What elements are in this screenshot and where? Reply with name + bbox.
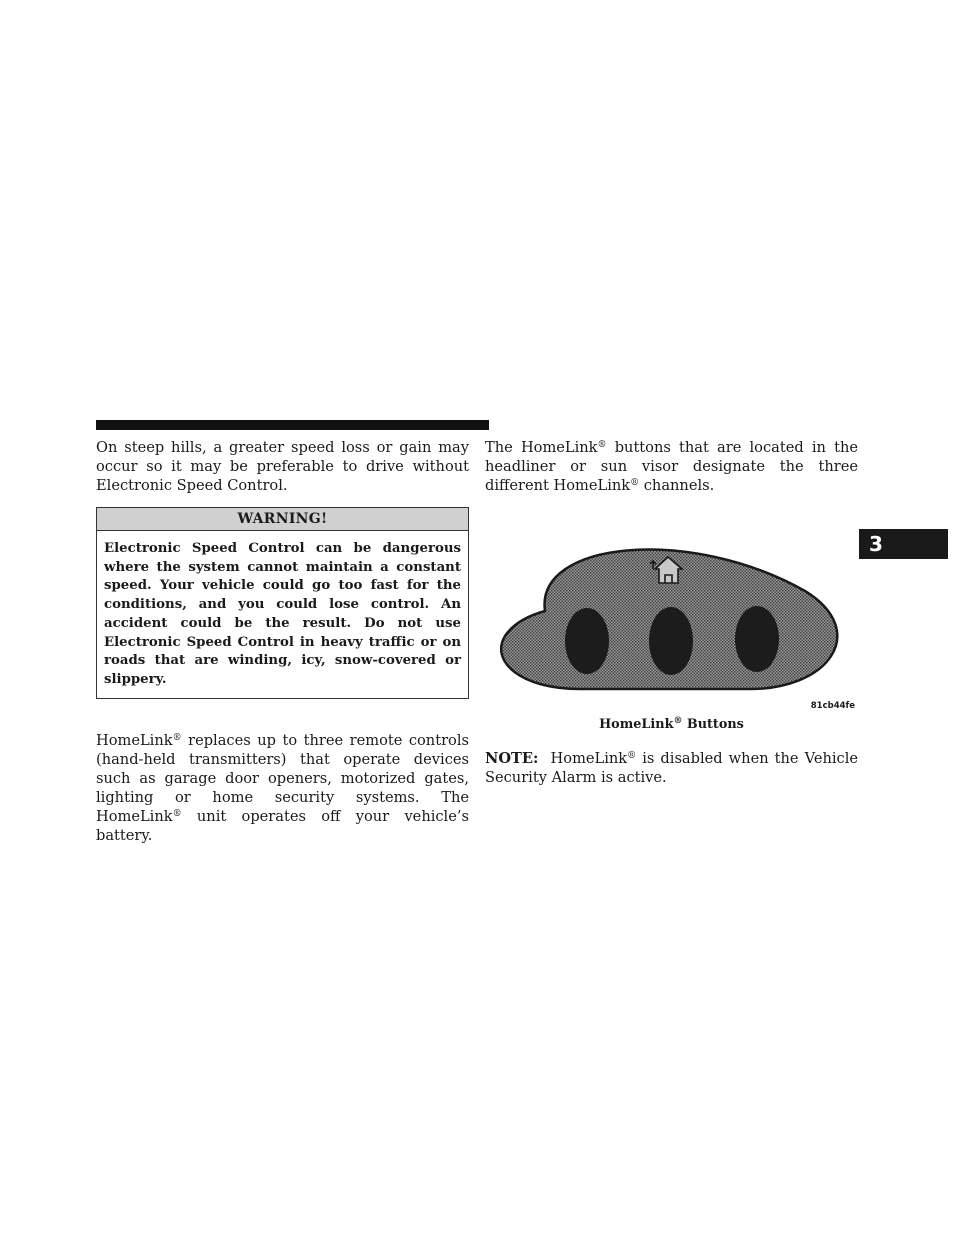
chapter-tab (859, 529, 948, 559)
homelink-button-3 (735, 606, 779, 672)
section-top-rule (96, 420, 489, 430)
homelink-button-1 (565, 608, 609, 674)
homelink-buttons-illustration (485, 521, 858, 701)
homelink-buttons-figure (485, 521, 858, 749)
caption-text: Buttons (682, 717, 744, 732)
paragraph-homelink-intro (96, 731, 469, 845)
text-run: is disabled when the Vehicle Security Alarm is active. (485, 750, 858, 786)
warning-text: Electronic Speed Control can be dangerous where the system cannot maintain a constant speed. Your vehicle could go too fast for the conditions, and you could lose control. An accident could be the result. Do not use Electronic Speed Control in heavy traffic or on roads that are winding, icy, snow-covered or slippery. (104, 541, 461, 687)
warning-box (96, 507, 469, 699)
note-paragraph (485, 749, 858, 787)
homelink-button-2 (649, 607, 693, 675)
chapter-number: 3 (869, 532, 883, 556)
text-run: buttons that are located in the headliner or sun visor designate the three different HomeLink (485, 439, 858, 494)
registered-mark: ® (172, 732, 182, 743)
registered-mark: ® (597, 440, 607, 450)
text-run: HomeLink (538, 750, 628, 767)
right-column (485, 438, 858, 787)
caption-text: HomeLink (599, 717, 674, 732)
registered-mark: ® (673, 716, 683, 726)
text-run: HomeLink (96, 731, 173, 749)
registered-mark: ® (627, 751, 637, 761)
paragraph-homelink-buttons (485, 438, 858, 495)
text-run: channels. (639, 477, 715, 494)
registered-mark: ® (630, 478, 640, 488)
registered-mark: ® (172, 808, 182, 819)
text-run: unit operates off your vehicle’s battery. (96, 807, 469, 844)
text-run: The HomeLink (485, 439, 598, 456)
text-run: replaces up to three remote controls (hand-held transmitters) that operate devices such as garage door openers, motorized gates, lighting or home security systems. The HomeLink (96, 731, 469, 825)
left-column (96, 438, 469, 845)
figure-caption (485, 717, 858, 733)
paragraph-steep-hills: On steep hills, a greater speed loss or gain may occur so it may be preferable to drive without Electronic Speed Control. (96, 439, 469, 494)
warning-title: WARNING! (97, 508, 468, 531)
note-label: NOTE: (485, 750, 539, 767)
figure-code: 81cb44fe (810, 701, 855, 711)
